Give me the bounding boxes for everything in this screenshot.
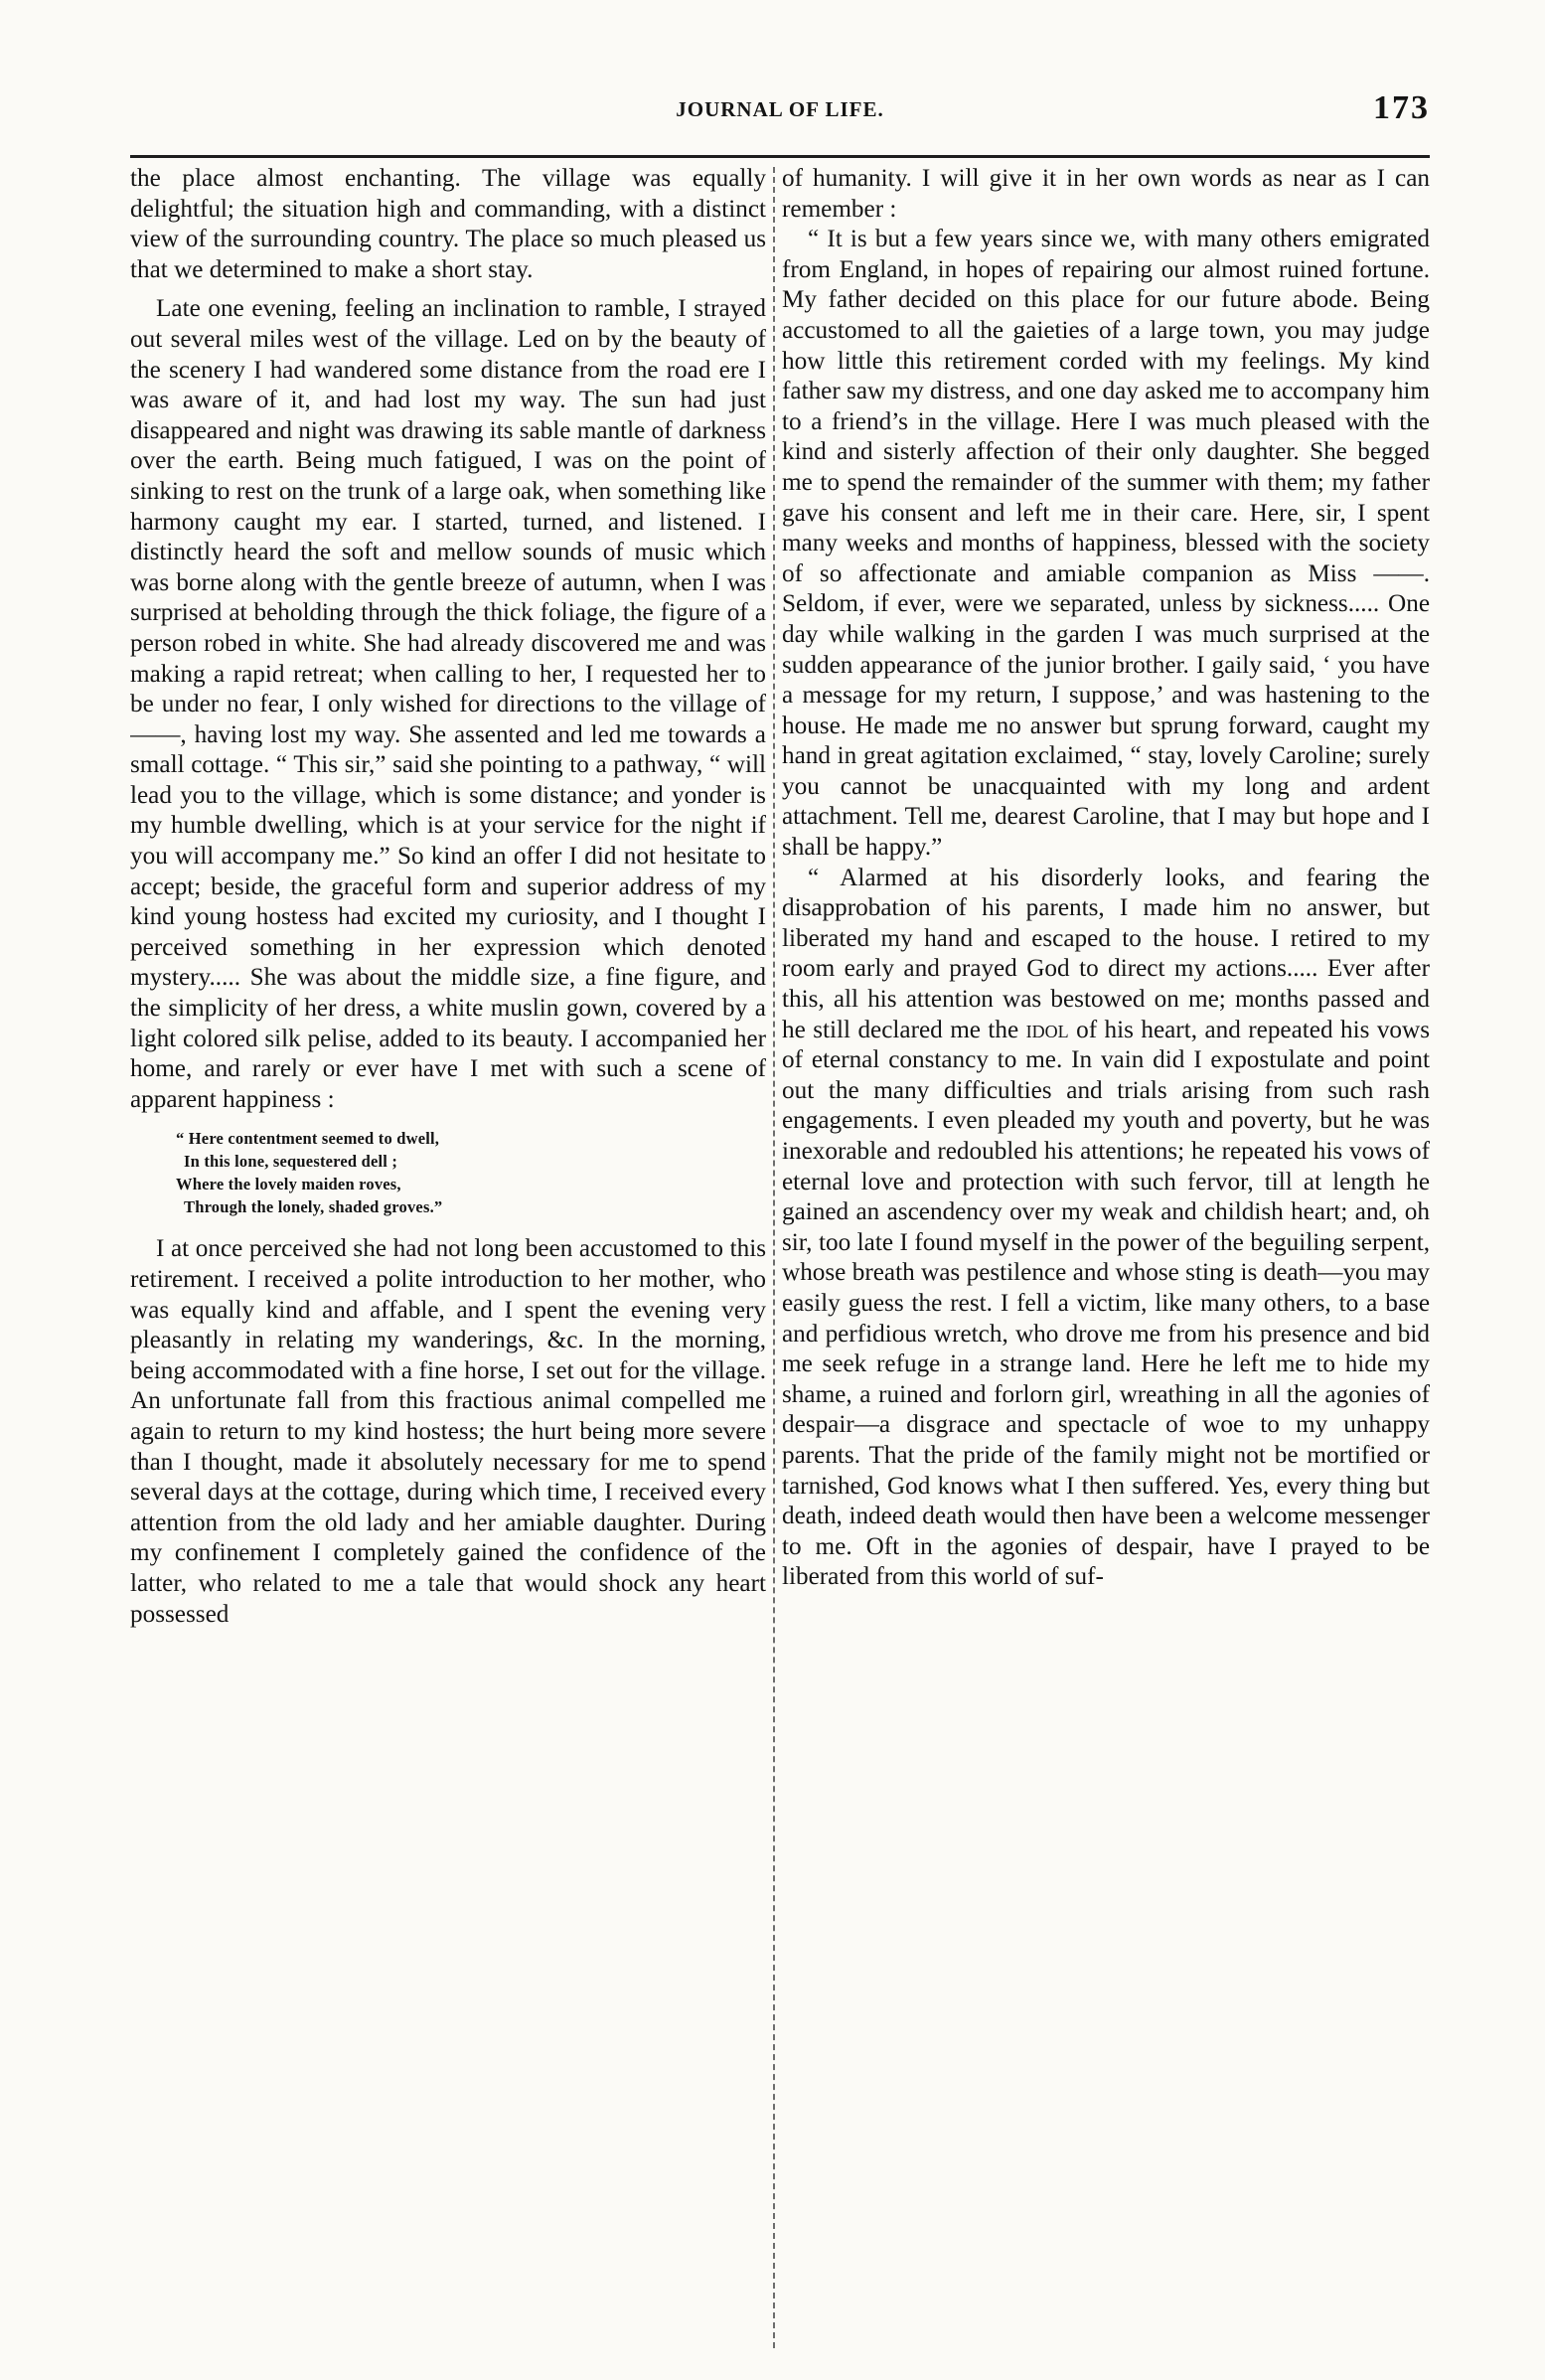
left-paragraph-2: Late one evening, feeling an inclination to ramble, I strayed out several miles west of the village. Led on by the beauty of the scenery I had wandered some distance from the road ere I was aware of it, and had lost my way. The sun had just disappeared and night was drawing its sable mantle of darkness over the earth. Being much fatigued, I was on the point of sinking to rest on the trunk of a large oak, when something like harmony caught my ear. I started, turned, and listened. I distinctly heard the soft and mellow sounds of music which was borne along with the gentle breeze of autumn, when I was surprised at beholding through the thick foliage, the figure of a person robed in white. She had already discovered me and was making a rapid retreat; when calling to her, I requested her to be under no fear, I only wished for directions to the village of ——, having lost my way. She assented and led me towards a small cottage. “ This sir,” said she pointing to a pathway, “ will lead you to the village, which is some distance; and yonder is my humble dwelling, which is at your service for the night if you will accompany me.” So kind an offer I did not hesitate to accept; beside, the graceful form and superior address of my kind young hostess had excited my curiosity, and I thought I perceived something in her expression which denoted mystery..... She was about the middle size, a fine figure, and the simplicity of her dress, a white muslin gown, covered by a light colored silk pelise, added to its beauty. I accompanied her home, and rarely or ever have I met with such a scene of apparent happiness : xyxy=(130,295,766,1113)
left-paragraph-1: the place almost enchanting. The village was equally delightful; the situation high and commanding, with a distinct view of the surrounding country. The place so much pleased us that we determined to make a short stay. xyxy=(130,165,766,283)
verse-line-1: “ Here contentment seemed to dwell, xyxy=(176,1129,440,1149)
verse-line-2: In this lone, sequestered dell ; xyxy=(184,1152,398,1172)
verse-quotation xyxy=(176,1127,766,1218)
left-column xyxy=(130,164,766,2355)
right-column xyxy=(782,164,1430,2355)
verse-line-3: Where the lovely maiden roves, xyxy=(176,1175,401,1194)
right-paragraph-1: of humanity. I will give it in her own words as near as I can remember : xyxy=(782,165,1430,223)
running-title: JOURNAL OF LIFE. xyxy=(676,97,884,121)
right-paragraph-3 xyxy=(782,864,1430,1593)
left-paragraph-3: I at once perceived she had not long been accustomed to this retirement. I received a polite introduction to her mother, who was equally kind and affable, and I spent the evening very pleasantly in relating my wanderings, &c. In the morning, being accommodated with a fine horse, I set out for the village. An unfortunate fall from this fractious animal compelled me again to return to my kind hostess; the hurt being more severe than I thought, made it absolutely necessary for me to spend several days at the cottage, during which time, I received every attention from the old lady and her amiable daughter. During my confinement I completely gained the confidence of the latter, who related to me a tale that would shock any heart possessed xyxy=(130,1235,766,1628)
right-paragraph-3-part-a: “ Alarmed at his disorderly looks, and fearing the disapprobation of his parents, I made him no answer, but liberated my hand and escaped to the house. I retired to my room early and prayed God to direct my actions..... Ever after this, all his attention was bestowed on me; months passed and he still declared me the xyxy=(782,864,1430,1043)
column-divider xyxy=(773,167,775,2348)
header-rule xyxy=(130,155,1430,158)
idol-word: idol xyxy=(1025,1016,1069,1043)
page-number: 173 xyxy=(1373,89,1430,126)
running-head xyxy=(130,89,1430,143)
verse-line-4: Through the lonely, shaded groves.” xyxy=(184,1197,443,1217)
right-paragraph-2: “ It is but a few years since we, with many others emigrated from England, in hopes of repairing our almost ruined fortune. My father decided on this place for our future abode. Being accustomed to all the gaieties of a large town, you may judge how little this retirement corded with my feelings. My kind father saw my distress, and one day asked me to accompany him to a friend’s in the village. Here I was much pleased with the kind and sisterly affection of their only daughter. She begged me to spend the remainder of the summer with them; my father gave his consent and left me in their care. Here, sir, I spent many weeks and months of happiness, blessed with the society of so affectionate and amiable companion as Miss ——. Seldom, if ever, were we separated, unless by sickness..... One day while walking in the garden I was much surprised at the sudden appearance of the junior brother. I gaily said, ‘ you have a message for my return, I suppose,’ and was hastening to the house. He made me no answer but sprung forward, caught my hand in great agitation exclaimed, “ stay, lovely Caroline; surely you cannot be unacquainted with my long and ardent attachment. Tell me, dearest Caroline, that I may but hope and I shall be happy.” xyxy=(782,226,1430,862)
right-paragraph-3-part-b: of his heart, and repeated his vows of eternal constancy to me. In vain did I expostulate and point out the many difficulties and trials arising from such rash engagements. I even pleaded my youth and poverty, but he was inexorable and redoubled his attentions; he repeated his vows of eternal love and protection with such fervor, till at length he gained an ascendency over my weak and childish heart; and, oh sir, too late I found myself in the power of the beguiling serpent, whose breath was pestilence and whose sting is death—you may easily guess the rest. I fell a victim, like many others, to a base and perfidious wretch, who drove me from his presence and bid me seek refuge in a strange land. Here he left me to hide my shame, a ruined and forlorn girl, wreathing in all the agonies of despair—a disgrace and spectacle of woe to my unhappy parents. That the pride of the family might not be mortified or tarnished, God knows what I then suffered. Yes, every thing but death, indeed death would then have been a welcome messenger to me. Oft in the agonies of despair, have I prayed to be liberated from this world of suf- xyxy=(782,1016,1430,1591)
